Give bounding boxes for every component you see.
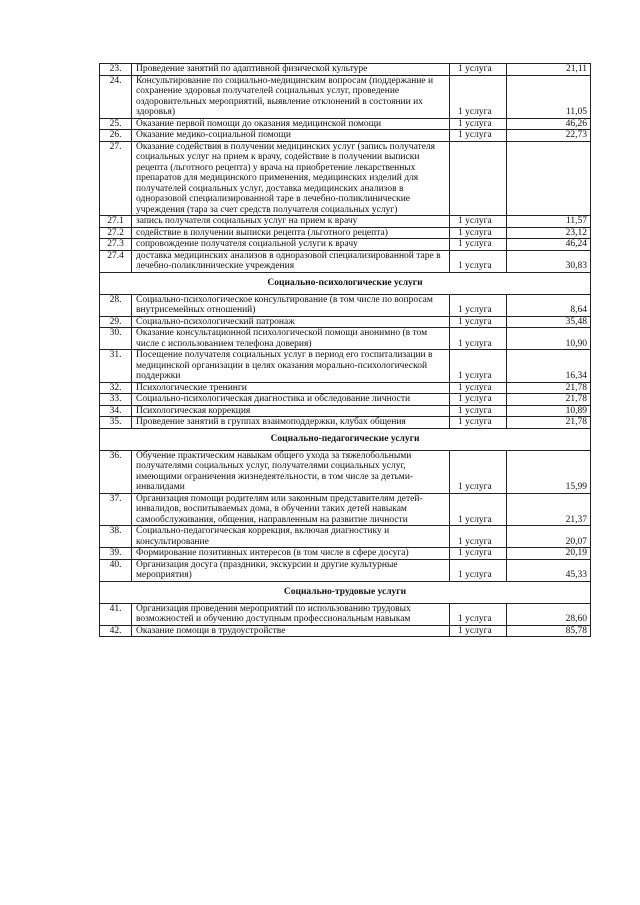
- services-price-table: [99, 63, 591, 637]
- service-description: Проведение занятий в группах взаимоподдержки, клубах общения: [132, 417, 450, 429]
- table-row: [100, 450, 591, 493]
- table-row: [100, 294, 591, 316]
- row-number: 40.: [100, 559, 132, 581]
- table-row: [100, 603, 591, 625]
- unit-of-measure: 1 услуга: [450, 64, 507, 76]
- row-number: 27.2: [100, 227, 132, 239]
- unit-of-measure: 1 услуга: [450, 316, 507, 328]
- service-price: 30,83: [507, 250, 591, 272]
- table-row: [100, 216, 591, 228]
- row-number: 39.: [100, 548, 132, 560]
- row-number: 30.: [100, 328, 132, 350]
- service-price: 45,33: [507, 559, 591, 581]
- row-number: 38.: [100, 526, 132, 548]
- row-number: 33.: [100, 394, 132, 406]
- service-price: 22,73: [507, 130, 591, 142]
- service-price: 46,24: [507, 239, 591, 251]
- row-number: 36.: [100, 450, 132, 493]
- unit-of-measure: 1 услуга: [450, 227, 507, 239]
- service-description: содействие в получении выписки рецепта (льготного рецепта): [132, 227, 450, 239]
- table-body: [100, 64, 591, 637]
- section-title: Социально-педагогические услуги: [100, 428, 591, 450]
- unit-of-measure: 1 услуга: [450, 328, 507, 350]
- table-row: [100, 625, 591, 637]
- service-price: 21,11: [507, 64, 591, 76]
- unit-of-measure: 1 услуга: [450, 548, 507, 560]
- service-description: запись получателя социальных услуг на прием к врачу: [132, 216, 450, 228]
- table-row: [100, 239, 591, 251]
- unit-of-measure: 1 услуга: [450, 559, 507, 581]
- row-number: 26.: [100, 130, 132, 142]
- unit-of-measure: 1 услуга: [450, 382, 507, 394]
- service-description: Оказание содействия в получении медицинских услуг (запись получателя социальных услуг на прием к врачу, содействие в получении выписки рецепта (льготного рецепта) у врача на приобретение лекарственных препаратов для медицинского применения, медицинских изделий для получателей социальных услуг, доставка медицинских анализов в одноразовой специализированной таре в лечебно-поликлинические учреждения (тара за счет средств получателя социальных услуг): [132, 141, 450, 216]
- unit-of-measure: 1 услуга: [450, 216, 507, 228]
- row-number: 27.: [100, 141, 132, 216]
- service-description: Организация помощи родителям или законным представителям детей-инвалидов, воспитываемых дома, в обучении таких детей навыкам самообслуживания, общения, направленным на развитие личности: [132, 493, 450, 526]
- service-price: 21,78: [507, 382, 591, 394]
- table-row: [100, 350, 591, 383]
- section-title: Социально-психологические услуги: [100, 272, 591, 294]
- service-price: 8,64: [507, 294, 591, 316]
- service-description: Организация досуга (праздники, экскурсии и другие культурные мероприятия): [132, 559, 450, 581]
- row-number: 31.: [100, 350, 132, 383]
- service-description: Проведение занятий по адаптивной физической культуре: [132, 64, 450, 76]
- table-row: [100, 526, 591, 548]
- service-description: Оказание первой помощи до оказания медицинской помощи: [132, 118, 450, 130]
- unit-of-measure: 1 услуга: [450, 405, 507, 417]
- table-row: [100, 130, 591, 142]
- unit-of-measure: 1 услуга: [450, 118, 507, 130]
- row-number: 29.: [100, 316, 132, 328]
- unit-of-measure: 1 услуга: [450, 75, 507, 118]
- service-price: 15,99: [507, 450, 591, 493]
- section-header-row: [100, 581, 591, 603]
- table-row: [100, 118, 591, 130]
- service-description: Социально-педагогическая коррекция, включая диагностику и консультирование: [132, 526, 450, 548]
- service-description: Организация проведения мероприятий по использованию трудовых возможностей и обучению доступным профессиональным навыкам: [132, 603, 450, 625]
- table-row: [100, 548, 591, 560]
- service-price: 21,78: [507, 417, 591, 429]
- service-description: Психологические тренинги: [132, 382, 450, 394]
- service-description: Оказание медико-социальной помощи: [132, 130, 450, 142]
- unit-of-measure: 1 услуга: [450, 350, 507, 383]
- service-description: Оказание консультационной психологической помощи анонимно (в том числе с использованием телефона доверия): [132, 328, 450, 350]
- row-number: 34.: [100, 405, 132, 417]
- unit-of-measure: 1 услуга: [450, 130, 507, 142]
- table-row: [100, 493, 591, 526]
- service-description: Социально-психологическая диагностика и обследование личности: [132, 394, 450, 406]
- unit-of-measure: 1 услуга: [450, 417, 507, 429]
- table-row: [100, 394, 591, 406]
- service-price: 28,60: [507, 603, 591, 625]
- service-description: Оказание помощи в трудоустройстве: [132, 625, 450, 637]
- table-row: [100, 382, 591, 394]
- service-price: [507, 141, 591, 216]
- service-price: 21,78: [507, 394, 591, 406]
- service-description: Психологическая коррекция: [132, 405, 450, 417]
- unit-of-measure: 1 услуга: [450, 493, 507, 526]
- unit-of-measure: 1 услуга: [450, 450, 507, 493]
- row-number: 32.: [100, 382, 132, 394]
- service-description: Консультирование по социально-медицинским вопросам (поддержание и сохранение здоровья получателей социальных услуг, проведение оздоровительных мероприятий, выявление отклонений в состоянии их здоровья): [132, 75, 450, 118]
- service-price: 20,07: [507, 526, 591, 548]
- service-price: 16,34: [507, 350, 591, 383]
- unit-of-measure: 1 услуга: [450, 294, 507, 316]
- table-row: [100, 316, 591, 328]
- section-header-row: [100, 272, 591, 294]
- service-description: Посещение получателя социальных услуг в период его госпитализации в медицинской организации в целях оказания морально-психологической поддержки: [132, 350, 450, 383]
- table-row: [100, 141, 591, 216]
- row-number: 27.1: [100, 216, 132, 228]
- table-row: [100, 64, 591, 76]
- service-description: доставка медицинских анализов в одноразовой специализированной таре в лечебно-поликлинические учреждения: [132, 250, 450, 272]
- service-description: Обучение практическим навыкам общего ухода за тяжелобольными получателями социальных услуг, получателями социальных услуг, имеющими ограничения жизнедеятельности, в том числе за детьми-инвалидами: [132, 450, 450, 493]
- service-description: сопровождение получателя социальной услуги к врачу: [132, 239, 450, 251]
- row-number: 28.: [100, 294, 132, 316]
- table-row: [100, 227, 591, 239]
- row-number: 24.: [100, 75, 132, 118]
- row-number: 37.: [100, 493, 132, 526]
- unit-of-measure: 1 услуга: [450, 239, 507, 251]
- table-row: [100, 75, 591, 118]
- table-row: [100, 405, 591, 417]
- row-number: 27.3: [100, 239, 132, 251]
- service-price: 10,89: [507, 405, 591, 417]
- row-number: 42.: [100, 625, 132, 637]
- table-row: [100, 559, 591, 581]
- row-number: 25.: [100, 118, 132, 130]
- table-row: [100, 328, 591, 350]
- service-price: 23,12: [507, 227, 591, 239]
- service-price: 21,37: [507, 493, 591, 526]
- unit-of-measure: 1 услуга: [450, 526, 507, 548]
- service-price: 10,90: [507, 328, 591, 350]
- unit-of-measure: 1 услуга: [450, 394, 507, 406]
- service-price: 11,05: [507, 75, 591, 118]
- table-row: [100, 417, 591, 429]
- service-price: 35,48: [507, 316, 591, 328]
- unit-of-measure: 1 услуга: [450, 625, 507, 637]
- row-number: 35.: [100, 417, 132, 429]
- row-number: 23.: [100, 64, 132, 76]
- table-row: [100, 250, 591, 272]
- unit-of-measure: 1 услуга: [450, 603, 507, 625]
- section-header-row: [100, 428, 591, 450]
- service-description: Социально-психологический патронаж: [132, 316, 450, 328]
- row-number: 41.: [100, 603, 132, 625]
- service-price: 85,78: [507, 625, 591, 637]
- section-title: Социально-трудовые услуги: [100, 581, 591, 603]
- unit-of-measure: 1 услуга: [450, 250, 507, 272]
- service-price: 20,19: [507, 548, 591, 560]
- service-price: 46,26: [507, 118, 591, 130]
- service-price: 11,57: [507, 216, 591, 228]
- row-number: 27.4: [100, 250, 132, 272]
- unit-of-measure: [450, 141, 507, 216]
- service-description: Социально-психологическое консультирование (в том числе по вопросам внутрисемейных отношений): [132, 294, 450, 316]
- service-description: Формирование позитивных интересов (в том числе в сфере досуга): [132, 548, 450, 560]
